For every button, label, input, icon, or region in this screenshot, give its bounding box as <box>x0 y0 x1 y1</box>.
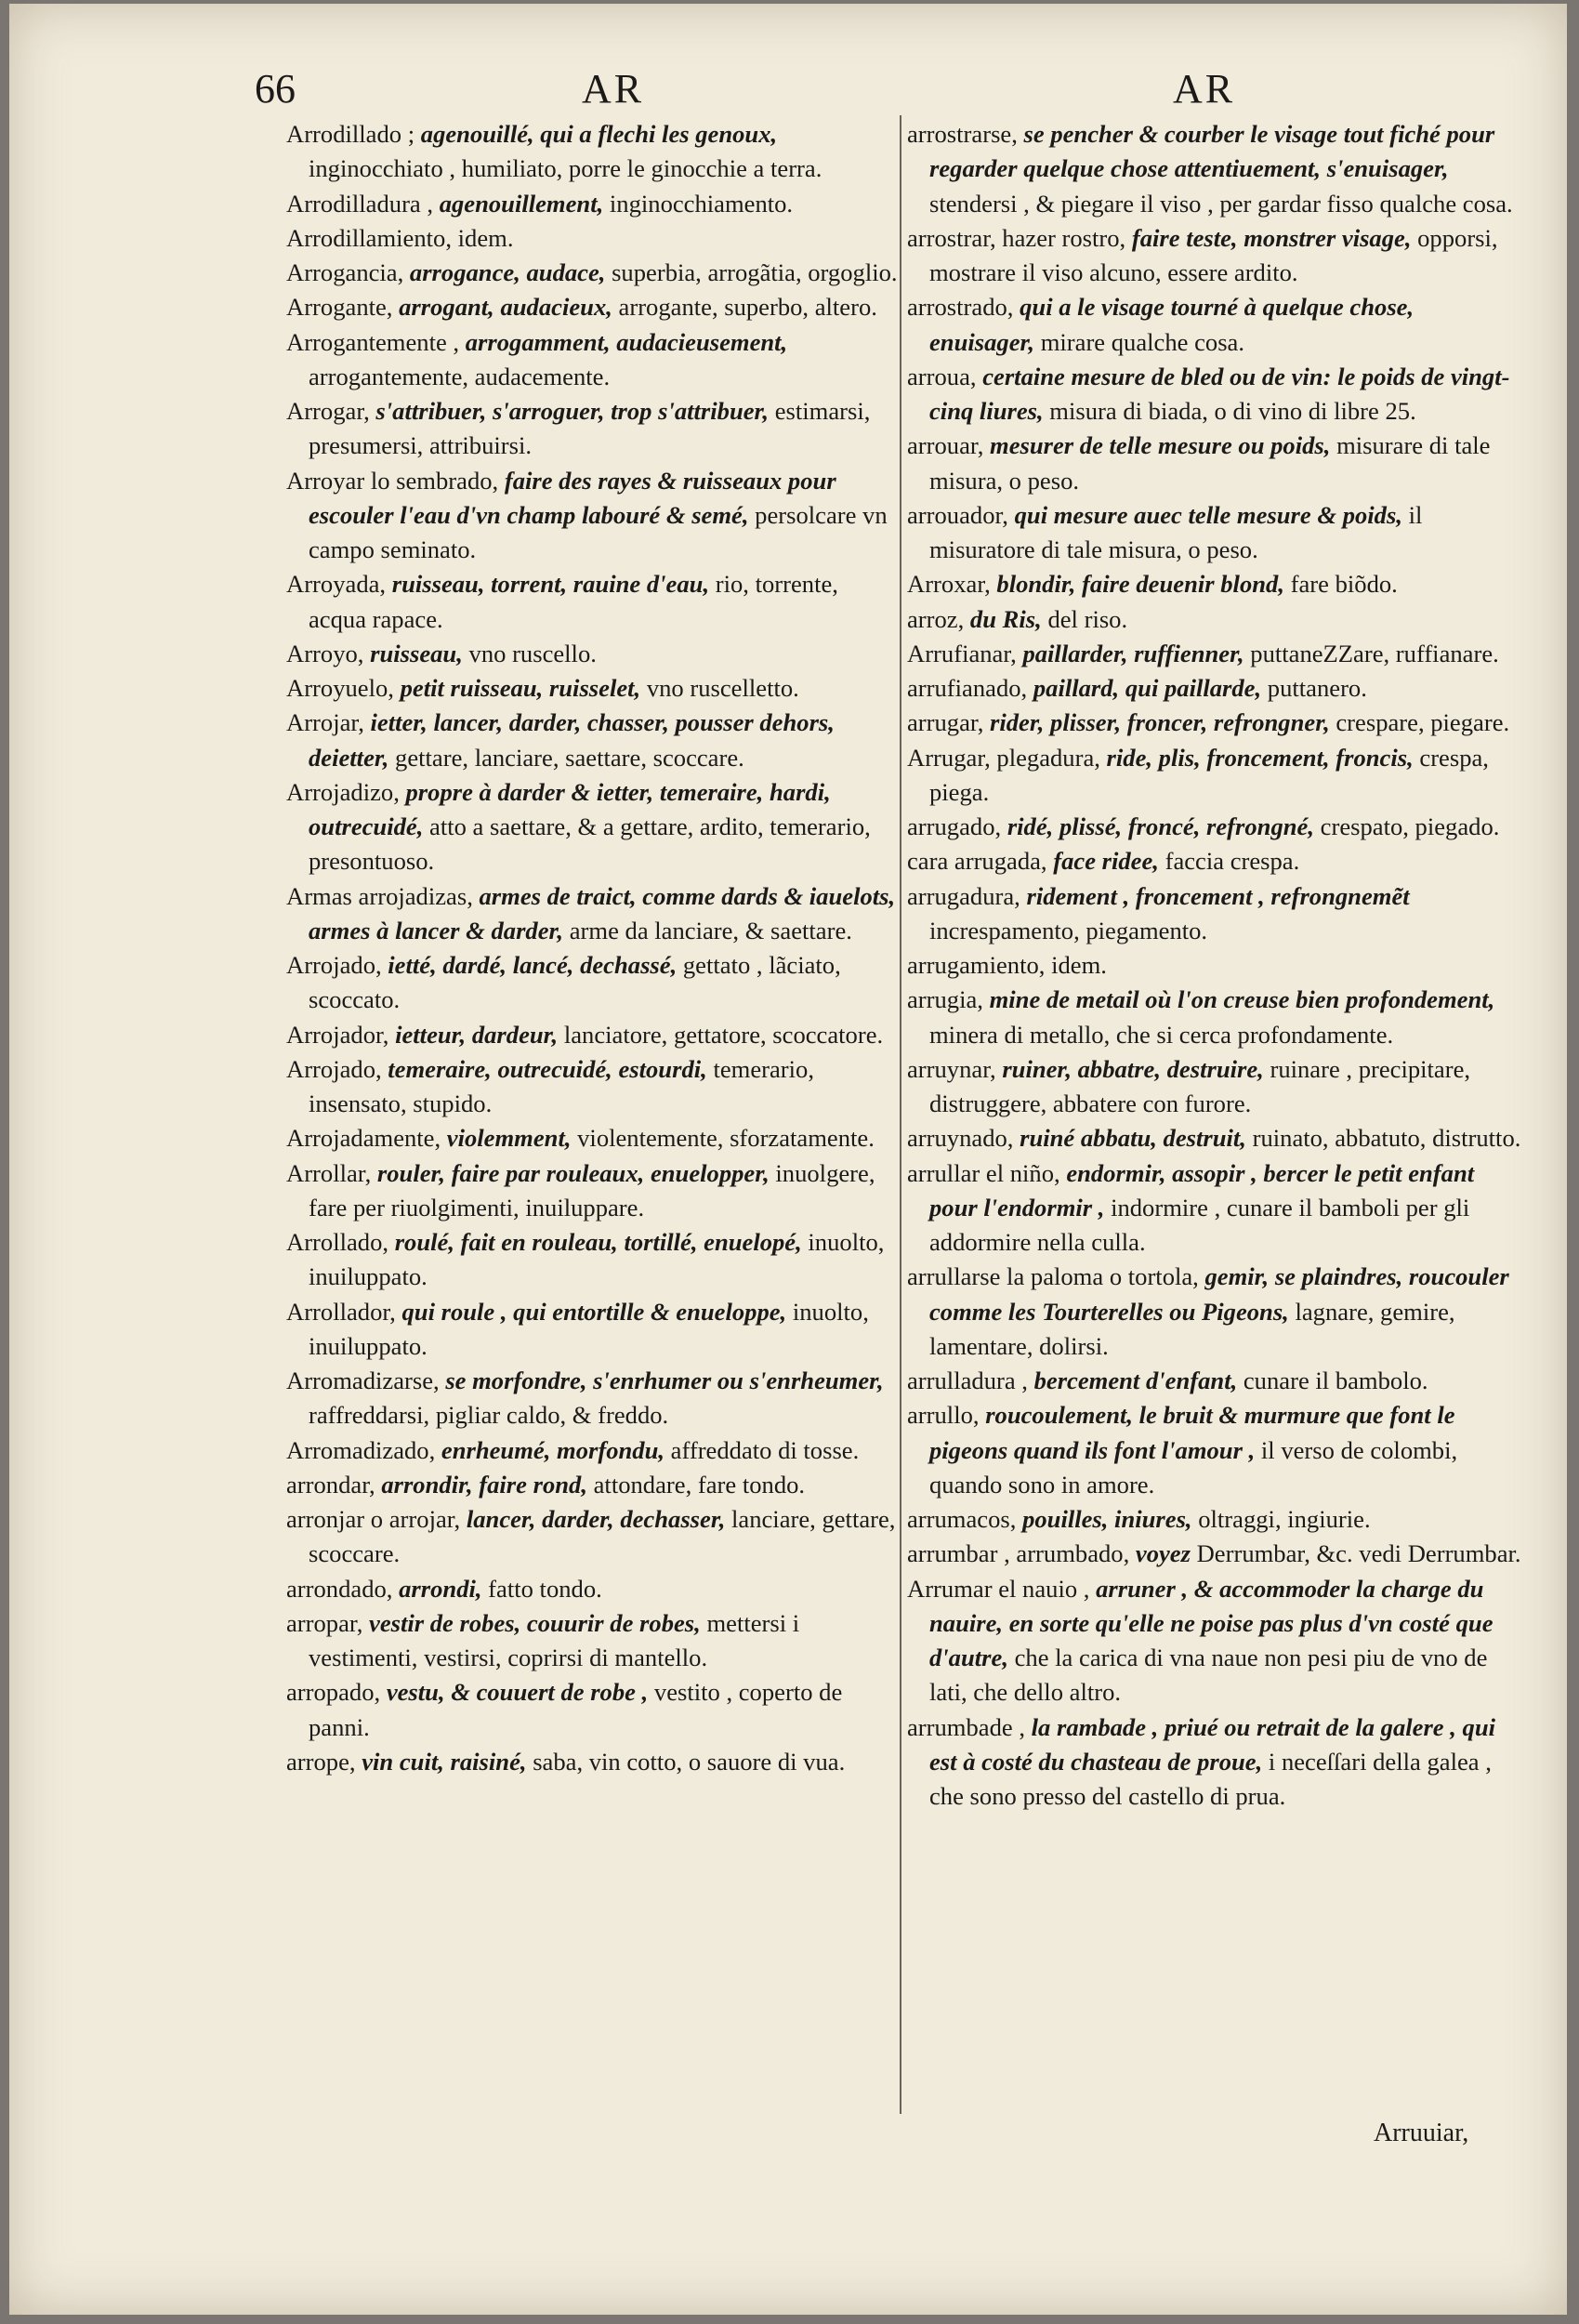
headword: Arrogar, <box>286 397 376 425</box>
italian-gloss: arrogante, superbo, altero. <box>612 293 877 322</box>
headword: arropar, <box>286 1608 370 1637</box>
italian-gloss: mirare qualche cosa. <box>1034 327 1244 356</box>
headword: arrugadura, <box>907 881 1027 910</box>
dictionary-entry <box>907 671 1522 706</box>
headword: arruynado, <box>907 1124 1020 1153</box>
headword: arrumacos, <box>907 1505 1023 1533</box>
french-gloss: faire teste, monstrer visage, <box>1131 223 1412 252</box>
french-gloss: ietter, lancer, darder, chasser, pousser dehors, deietter, <box>309 708 835 772</box>
dictionary-entry <box>286 879 901 949</box>
headword: Arrodillado ; <box>286 120 421 148</box>
italian-gloss: vno ruscello. <box>462 639 597 667</box>
dictionary-entry <box>907 1156 1522 1261</box>
dictionary-entry <box>286 637 901 671</box>
french-gloss: paillarder, ruffienner, <box>1022 639 1244 667</box>
headword: Arroyuelo, <box>286 674 401 702</box>
dictionary-page <box>9 4 1567 2315</box>
dictionary-entry <box>286 290 901 324</box>
dictionary-entry <box>286 1606 901 1676</box>
italian-gloss: fare biõdo. <box>1283 570 1398 599</box>
italian-gloss: Derrumbar, &c. vedi Derrumbar. <box>1190 1539 1521 1568</box>
french-gloss: bercement d'enfant, <box>1033 1367 1238 1394</box>
dictionary-entry <box>907 1364 1522 1398</box>
dictionary-entry <box>286 1364 901 1433</box>
dictionary-entry <box>286 1468 901 1502</box>
headword: Arrollar, <box>286 1158 377 1187</box>
italian-gloss: gettare, lanciare, saettare, scoccare. <box>388 743 744 772</box>
french-gloss: vestu, & couuert de robe , <box>386 1678 649 1707</box>
headword: arrouar, <box>907 431 991 460</box>
french-gloss: s'attribuer, s'arroguer, trop s'attribuer, <box>375 397 770 425</box>
italian-gloss: crespa, piega. <box>929 743 1489 806</box>
dictionary-entry <box>907 948 1522 983</box>
headword: Arrumar el nauio , <box>907 1574 1097 1603</box>
headword: arrugamiento, <box>907 951 1052 979</box>
italian-gloss: inuolto, inuiluppato. <box>309 1228 885 1291</box>
italian-gloss: vestito , coperto de panni. <box>309 1678 843 1741</box>
dictionary-entry <box>286 464 901 568</box>
headword: Arrufianar, <box>907 639 1023 667</box>
dictionary-entry <box>286 948 901 1018</box>
italian-gloss: rio, torrente, acqua rapace. <box>309 570 838 633</box>
dictionary-entry <box>286 706 901 775</box>
headword: Arrojar, <box>286 708 371 737</box>
headword: Arroyada, <box>286 570 392 599</box>
italian-gloss: lagnare, gemire, lamentare, dolirsi. <box>929 1297 1455 1360</box>
headword: Arroyar lo sembrado, <box>286 466 505 495</box>
headword: Arrojado, <box>286 951 388 979</box>
headword: Arrojadamente, <box>286 1124 447 1153</box>
italian-gloss: opporsi, mostrare il viso alcuno, essere ardito. <box>929 223 1498 286</box>
dictionary-entry <box>907 637 1522 671</box>
french-gloss: arrondi, <box>399 1574 482 1603</box>
dictionary-entry <box>286 117 901 187</box>
italian-gloss: misura di biada, o di vino di libre 25. <box>1043 397 1416 425</box>
french-gloss: arrondir, faire rond, <box>381 1470 587 1499</box>
headword: arrostrado, <box>907 293 1020 322</box>
dictionary-entry <box>286 1295 901 1365</box>
dictionary-entry <box>286 1052 901 1122</box>
headword: arroz, <box>907 604 970 633</box>
italian-gloss: arme da lanciare, & saettare. <box>563 916 852 944</box>
headword: Arrogantemente , <box>286 327 466 356</box>
italian-gloss: ruinare , precipitare, distruggere, abbatere con furore. <box>929 1054 1471 1117</box>
dictionary-entry <box>907 1502 1522 1537</box>
headword: arrondado, <box>286 1574 400 1603</box>
french-gloss: mine de metail où l'on creuse bien profondement, <box>989 985 1495 1014</box>
french-gloss: ruiner, abbatre, destruire, <box>1002 1054 1264 1083</box>
dictionary-entry <box>286 394 901 464</box>
headword: arronjar o arrojar, <box>286 1505 467 1533</box>
column-divider <box>900 115 901 2114</box>
headword: Arrodillamiento, <box>286 223 458 252</box>
running-head-right: AR <box>1173 66 1236 112</box>
french-gloss: endormir, assopir , bercer le petit enfant pour l'endormir , <box>929 1158 1475 1221</box>
headword: arrugia, <box>907 985 990 1014</box>
french-gloss: ruisseau, torrent, rauine d'eau, <box>391 570 710 599</box>
french-gloss: gemir, se plaindres, roucouler comme les Tourterelles ou Pigeons, <box>929 1262 1509 1326</box>
french-gloss: arrogance, audace, <box>409 258 606 286</box>
italian-gloss: temerario, insensato, stupido. <box>309 1054 814 1117</box>
italian-gloss: minera di metallo, che si cerca profondamente. <box>929 1020 1394 1049</box>
headword: arrugado, <box>907 812 1007 840</box>
italian-gloss: gettato , lãciato, scoccato. <box>309 951 841 1014</box>
italian-gloss: fatto tondo. <box>481 1574 602 1603</box>
italian-gloss: puttanero. <box>1261 674 1367 702</box>
french-gloss: certaine mesure de bled ou de vin: le poids de vingt-cinq liures, <box>929 362 1510 425</box>
headword: arrope, <box>286 1747 362 1776</box>
headword: arruynar, <box>907 1054 1003 1083</box>
dictionary-entry <box>286 1675 901 1745</box>
headword: Arromadizado, <box>286 1435 441 1464</box>
headword: Arrollado, <box>286 1228 395 1256</box>
french-gloss: rider, plisser, froncer, refrongner, <box>990 708 1330 737</box>
french-gloss: rouler, faire par rouleaux, enuelopper, <box>376 1158 770 1187</box>
italian-gloss: vno ruscelletto. <box>640 674 799 702</box>
headword: Arrodilladura , <box>286 189 440 218</box>
italian-gloss: il verso de colombi, quando sono in amore. <box>929 1435 1458 1499</box>
dictionary-entry <box>286 325 901 395</box>
dictionary-entry <box>286 1572 901 1606</box>
french-gloss: lancer, darder, dechasser, <box>466 1505 726 1533</box>
french-gloss: propre à darder & ietter, temeraire, hardi, outrecuidé, <box>309 777 831 840</box>
italian-gloss: idem. <box>457 223 514 252</box>
italian-gloss: increspamento, piegamento. <box>929 916 1208 944</box>
italian-gloss: crespato, piegado. <box>1314 812 1500 840</box>
italian-gloss: lanciatore, gettatore, scoccatore. <box>558 1020 884 1049</box>
italian-gloss: che la carica di vna naue non pesi piu de vno de lati, che dello altro. <box>929 1644 1488 1707</box>
dictionary-entry <box>907 498 1522 568</box>
french-gloss: du Ris, <box>969 604 1042 633</box>
french-gloss: enrheumé, morfondu, <box>441 1435 665 1464</box>
headword: Arrojador, <box>286 1020 396 1049</box>
french-gloss: violemment, <box>446 1124 572 1153</box>
headword: Arrollador, <box>286 1297 402 1326</box>
french-gloss: paillard, qui paillarde, <box>1033 674 1262 702</box>
french-gloss: temeraire, outrecuidé, estourdi, <box>388 1054 707 1083</box>
headword: arroua, <box>907 362 983 390</box>
dictionary-entry <box>907 221 1522 291</box>
french-gloss: ridé, plissé, froncé, refrongné, <box>1007 812 1315 840</box>
dictionary-entry <box>907 1537 1522 1571</box>
headword: Armas arrojadizas, <box>286 881 480 910</box>
headword: arrullar el niño, <box>907 1158 1067 1187</box>
headword: arrufianado, <box>907 674 1033 702</box>
headword: arrondar, <box>286 1470 382 1499</box>
dictionary-entry <box>907 1052 1522 1122</box>
italian-gloss: raffreddarsi, pigliar caldo, & freddo. <box>309 1401 669 1430</box>
headword: arrostrar, hazer rostro, <box>907 223 1132 252</box>
french-gloss: arrogamment, audacieusement, <box>465 327 788 356</box>
dictionary-entry <box>907 810 1522 844</box>
french-gloss: faire des rayes & ruisseaux pour escouler l'eau d'vn champ labouré & semé, <box>309 466 836 529</box>
italian-gloss: puttaneZZare, ruffianare. <box>1243 639 1499 667</box>
french-gloss: ruiné abbatu, destruit, <box>1020 1124 1246 1153</box>
dictionary-entry <box>907 1398 1522 1502</box>
dictionary-entry <box>286 1156 901 1226</box>
dictionary-entry <box>907 983 1522 1052</box>
french-gloss: ride, plis, froncement, froncis, <box>1106 743 1414 772</box>
dictionary-entry <box>907 567 1522 601</box>
dictionary-entry <box>286 775 901 879</box>
dictionary-entry <box>286 1225 901 1295</box>
headword: arrumbar , arrumbado, <box>907 1539 1136 1568</box>
dictionary-entry <box>907 290 1522 360</box>
dictionary-entry <box>907 602 1522 637</box>
italian-gloss: atto a saettare, & a gettare, ardito, temerario, presontuoso. <box>309 812 871 876</box>
french-gloss: petit ruisseau, ruisselet, <box>400 674 641 702</box>
running-head-left: AR <box>582 66 645 112</box>
italian-gloss: faccia crespa. <box>1158 847 1300 876</box>
french-gloss: vin cuit, raisiné, <box>362 1747 527 1776</box>
french-gloss: ruisseau, <box>370 639 463 667</box>
headword: arrullarse la paloma o tortola, <box>907 1262 1205 1291</box>
dictionary-entry <box>286 1121 901 1155</box>
dictionary-entry <box>907 1710 1522 1815</box>
headword: Arrojadizo, <box>286 777 406 806</box>
dictionary-entry <box>907 844 1522 878</box>
french-gloss: voyez <box>1135 1539 1191 1568</box>
dictionary-entry <box>907 1260 1522 1364</box>
italian-gloss: violentemente, sforzatamente. <box>571 1124 875 1153</box>
dictionary-entry <box>907 429 1522 498</box>
dictionary-entry <box>286 1018 901 1052</box>
french-gloss: vestir de robes, couurir de robes, <box>369 1608 701 1637</box>
italian-gloss: misurare di tale misura, o peso. <box>929 431 1491 495</box>
italian-gloss: arrogantemente, audacemente. <box>309 362 611 390</box>
french-gloss: ietté, dardé, lancé, dechassé, <box>388 951 678 979</box>
dictionary-entry <box>286 187 901 221</box>
dictionary-entry <box>286 221 901 256</box>
italian-gloss: mettersi i vestimenti, vestirsi, coprirsi di mantello. <box>309 1608 800 1671</box>
headword: arrouador, <box>907 500 1015 529</box>
italian-gloss: oltraggi, ingiurie. <box>1191 1505 1371 1533</box>
dictionary-entry <box>907 706 1522 740</box>
italian-gloss: il misuratore di tale misura, o peso. <box>929 500 1423 563</box>
french-gloss: blondir, faire deuenir blond, <box>996 570 1284 599</box>
dictionary-entry <box>907 879 1522 949</box>
french-gloss: qui a le visage tourné à quelque chose, enuisager, <box>929 293 1415 356</box>
page-number: 66 <box>255 66 296 112</box>
french-gloss: roucoulement, le bruit & murmure que font le pigeons quand ils font l'amour , <box>929 1401 1455 1464</box>
italian-gloss: affreddato di tosse. <box>664 1435 860 1464</box>
italian-gloss: saba, vin cotto, o sauore di vua. <box>526 1747 846 1776</box>
french-gloss: se morfondre, s'enrhumer ou s'enrheumer, <box>445 1367 884 1394</box>
italian-gloss: inuolto, inuiluppato. <box>309 1297 869 1360</box>
dictionary-entry <box>286 1745 901 1779</box>
italian-gloss: estimarsi, presumersi, attribuirsi. <box>309 397 871 460</box>
headword: Arrogante, <box>286 293 400 322</box>
italian-gloss: inginocchiato , humiliato, porre le ginocchie a terra. <box>309 154 822 183</box>
italian-gloss: superbia, arrogãtia, orgoglio. <box>605 258 898 286</box>
headword: Arromadizarse, <box>286 1367 446 1394</box>
headword: arrulladura , <box>907 1367 1034 1394</box>
italian-gloss: i neceſſari della galea , che sono presso del castello di prua. <box>929 1747 1492 1810</box>
dictionary-entry <box>286 567 901 637</box>
french-gloss: agenouillé, qui a flechi les genoux, <box>420 120 778 148</box>
italian-gloss: indormire , cunare il bamboli per gli addormire nella culla. <box>929 1193 1470 1256</box>
dictionary-entry <box>907 360 1522 429</box>
french-gloss: se pencher & courber le visage tout fiché pour regarder quelque chose attentiuement, s'enuisager, <box>929 120 1495 183</box>
italian-gloss: del riso. <box>1041 604 1128 633</box>
italian-gloss: idem. <box>1051 951 1107 979</box>
headword: arrumbade , <box>907 1712 1032 1741</box>
dictionary-entry <box>907 117 1522 221</box>
italian-gloss: inginocchiamento. <box>603 189 794 218</box>
dictionary-entry <box>286 256 901 290</box>
french-gloss: armes de traict, comme dards & iauelots, armes à lancer & darder, <box>309 881 896 944</box>
headword: arropado, <box>286 1678 387 1707</box>
italian-gloss: cunare il bambolo. <box>1237 1367 1428 1394</box>
italian-gloss: attondare, fare tondo. <box>586 1470 806 1499</box>
dictionary-entry <box>907 741 1522 811</box>
french-gloss: qui mesure auec telle mesure & poids, <box>1014 500 1402 529</box>
catchword: Arruuiar, <box>1374 2119 1469 2147</box>
headword: Arroxar, <box>907 570 997 599</box>
french-gloss: mesurer de telle mesure ou poids, <box>990 431 1331 460</box>
italian-gloss: lanciare, gettare, scoccare. <box>309 1505 896 1568</box>
french-gloss: arrogant, audacieux, <box>399 293 612 322</box>
headword: arrullo, <box>907 1401 986 1430</box>
italian-gloss: persolcare vn campo seminato. <box>309 500 888 563</box>
french-gloss: qui roule , qui entortille & enueloppe, <box>401 1297 787 1326</box>
headword: cara arrugada, <box>907 847 1054 876</box>
french-gloss: ridement , froncement , refrongnemẽt <box>1026 881 1410 910</box>
headword: Arrogancia, <box>286 258 410 286</box>
dictionary-entry <box>907 1121 1522 1155</box>
french-gloss: arruner , & accommoder la charge du nauire, en sorte qu'elle ne poise pas plus d'vn costé que d'autre, <box>929 1574 1493 1671</box>
right-column <box>907 117 1522 1814</box>
italian-gloss: crespare, piegare. <box>1329 708 1510 737</box>
italian-gloss: stendersi , & piegare il viso , per gardar fisso qualche cosa. <box>929 189 1513 218</box>
french-gloss: ietteur, dardeur, <box>395 1020 559 1049</box>
italian-gloss: inuolgere, fare per riuolgimenti, inuiluppare. <box>309 1158 875 1221</box>
french-gloss: la rambade , priué ou retrait de la galere , qui est à costé du chasteau de proue, <box>929 1712 1496 1776</box>
dictionary-entry <box>286 1502 901 1572</box>
headword: arrugar, <box>907 708 991 737</box>
headword: Arrugar, plegadura, <box>907 743 1107 772</box>
french-gloss: face ridee, <box>1053 847 1159 876</box>
dictionary-entry <box>286 671 901 706</box>
italian-gloss: ruinato, abbatuto, distrutto. <box>1245 1124 1521 1153</box>
left-column <box>286 117 901 1779</box>
headword: Arroyo, <box>286 639 371 667</box>
french-gloss: pouilles, iniures, <box>1022 1505 1192 1533</box>
dictionary-entry <box>286 1433 901 1468</box>
french-gloss: roulé, fait en rouleau, tortillé, enuelopé, <box>394 1228 802 1256</box>
headword: Arrojado, <box>286 1054 388 1083</box>
french-gloss: agenouillement, <box>439 189 604 218</box>
dictionary-entry <box>907 1572 1522 1710</box>
headword: arrostrarse, <box>907 120 1024 148</box>
